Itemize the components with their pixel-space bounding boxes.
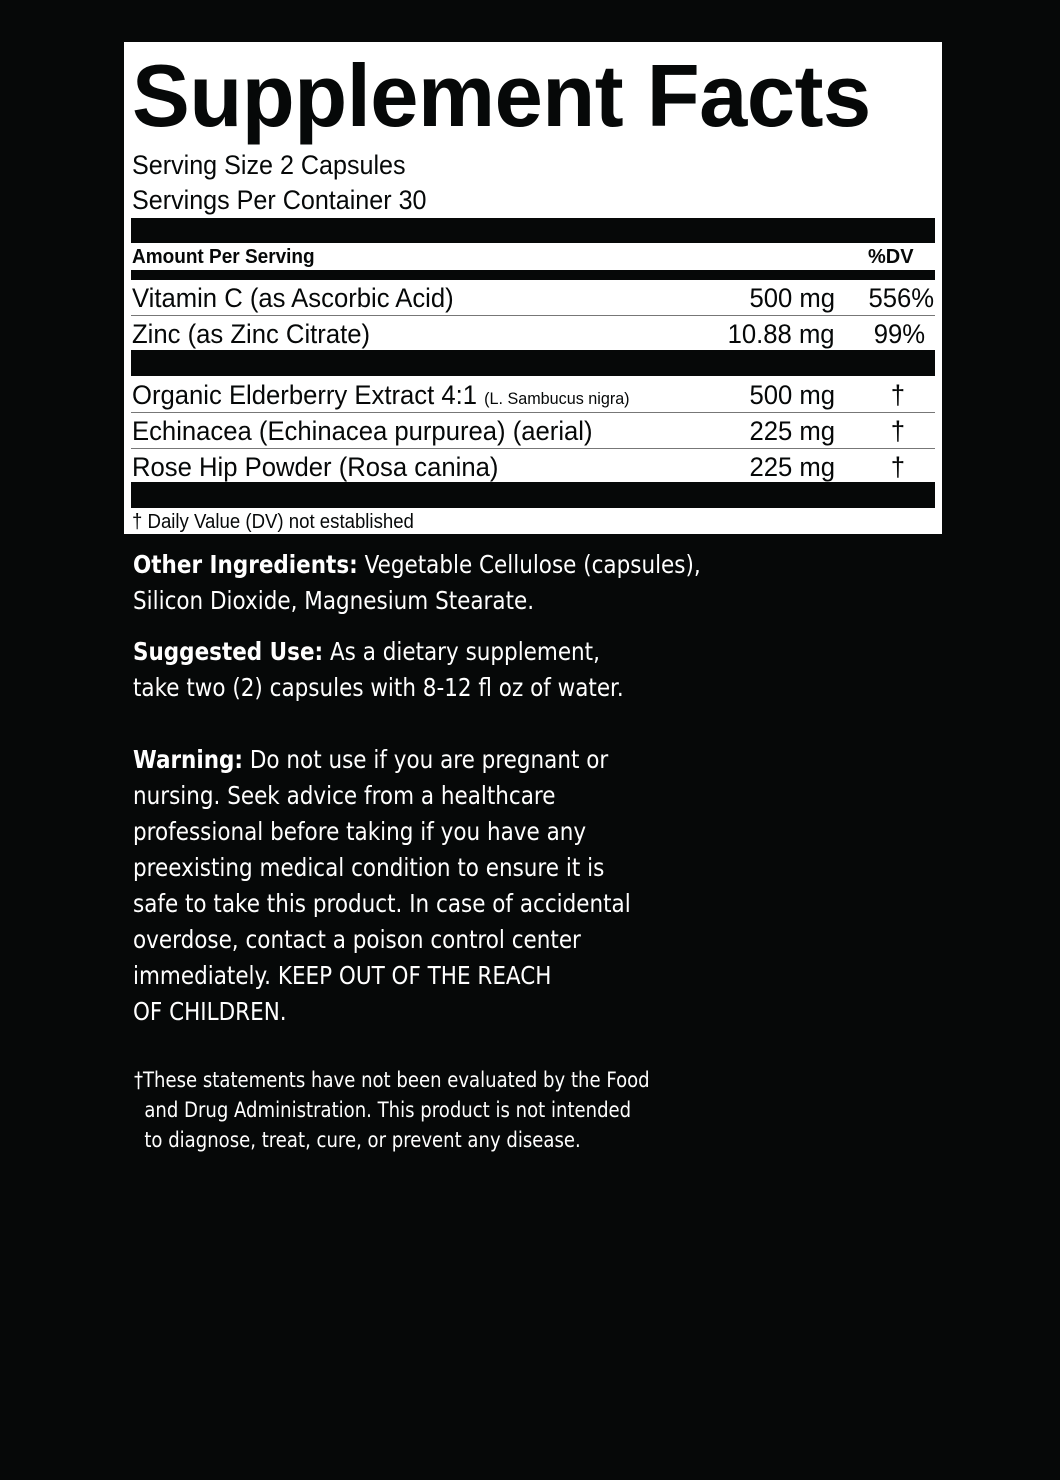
- divider-bar-thick: [131, 482, 935, 508]
- nutrient-amount: 10.88 mg: [728, 319, 835, 349]
- fda-disclaimer: †These statements have not been evaluated by the Food and Drug Administration. This product is not intended to diagnose, treat, cure, or prevent any disease.: [134, 1068, 650, 1152]
- botanical-name: Organic Elderberry Extract 4:1 (L. Sambucus nigra): [132, 380, 630, 410]
- nutrient-dv: 556%: [868, 283, 934, 313]
- nutrient-row: [131, 317, 935, 351]
- serving-size: Serving Size 2 Capsules: [132, 150, 406, 180]
- divider-bar-thick: [131, 218, 935, 243]
- nutrient-row: [131, 281, 935, 316]
- suggested-use-label: Suggested Use:: [133, 637, 324, 666]
- warning: Warning: Do not use if you are pregnant or nursing. Seek advice from a healthcare professional before taking if you have any preexisting medical condition to ensure it is safe to take this product. In case of accidental overdose, contact a poison control center immediately. KEEP OUT OF THE REACH OF CHILDREN.: [133, 745, 631, 1026]
- botanical-amount: 500 mg: [749, 380, 835, 410]
- botanical-amount: 225 mg: [749, 452, 835, 482]
- divider-bar-medium: [131, 270, 935, 280]
- botanical-name: Echinacea (Echinacea purpurea) (aerial): [132, 416, 593, 446]
- warning-label: Warning:: [133, 745, 244, 774]
- dagger-symbol: †: [890, 380, 905, 410]
- botanical-amount: 225 mg: [749, 416, 835, 446]
- suggested-use: Suggested Use: As a dietary supplement, take two (2) capsules with 8-12 fl oz of water.: [133, 637, 624, 702]
- nutrient-name: Zinc (as Zinc Citrate): [132, 319, 371, 349]
- botanical-row: [131, 378, 935, 413]
- nutrient-dv: 99%: [873, 319, 925, 349]
- supplement-facts-panel: [124, 42, 942, 534]
- dagger-symbol: †: [890, 452, 905, 482]
- dagger-symbol: †: [890, 416, 905, 446]
- servings-per-container: Servings Per Container 30: [132, 185, 427, 215]
- dv-footnote: † Daily Value (DV) not established: [132, 511, 414, 533]
- other-ingredients-label: Other Ingredients:: [133, 550, 358, 579]
- nutrient-amount: 500 mg: [749, 283, 835, 313]
- amount-per-serving-header: Amount Per Serving: [132, 246, 315, 268]
- dv-header: %DV: [868, 246, 914, 268]
- nutrient-name: Vitamin C (as Ascorbic Acid): [132, 283, 454, 313]
- divider-bar-thick: [131, 350, 935, 376]
- panel-title: Supplement Facts: [132, 46, 871, 145]
- botanical-name: Rose Hip Powder (Rosa canina): [132, 452, 499, 482]
- botanical-row: [131, 414, 935, 449]
- botanical-row: [131, 450, 935, 484]
- other-ingredients: Other Ingredients: Vegetable Cellulose (capsules), Silicon Dioxide, Magnesium Stearate.: [133, 550, 701, 615]
- botanical-scientific-name: (L. Sambucus nigra): [484, 389, 630, 408]
